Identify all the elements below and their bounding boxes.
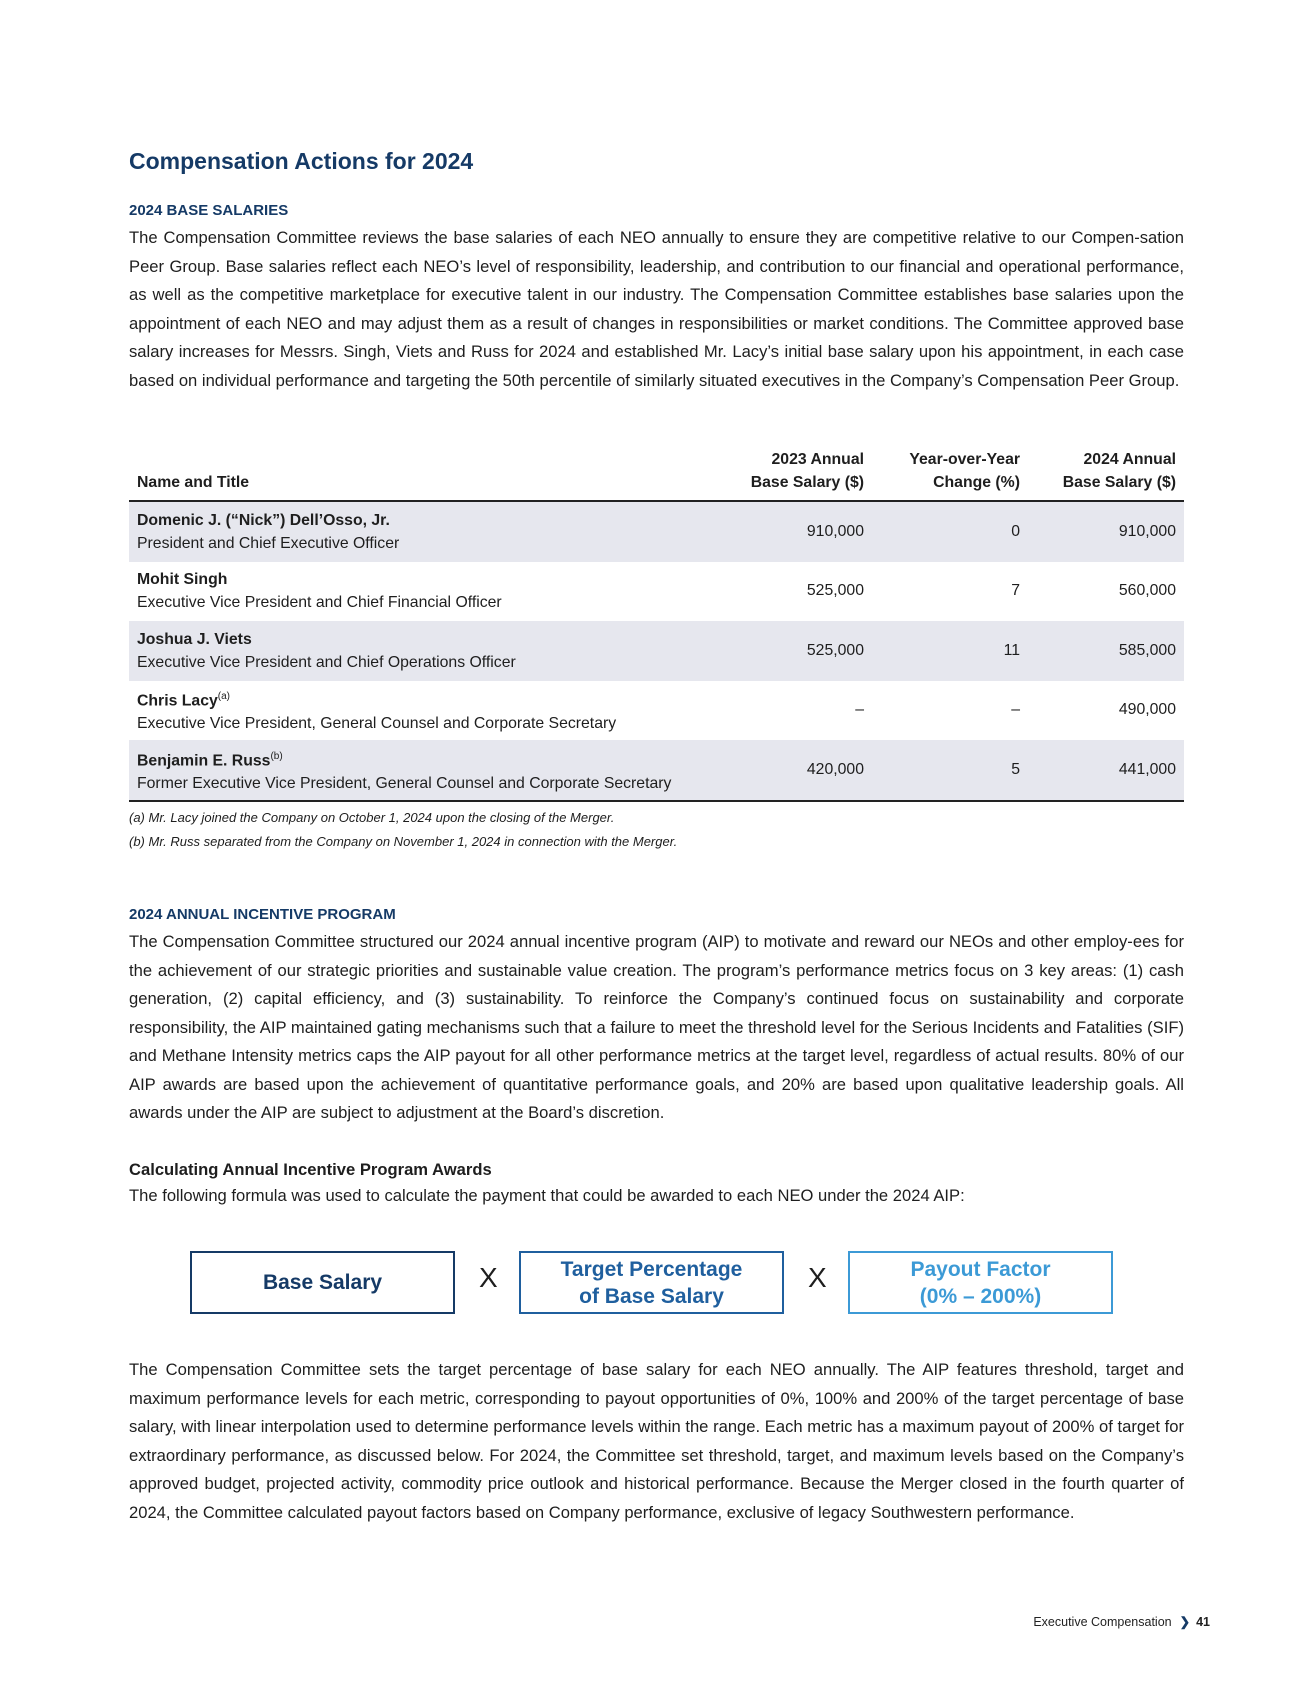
aip-paragraph: The Compensation Committee structured our 2024 annual incentive program (AIP) to motivate and reward our NEOs and other employ-ees for the achievement of our strategic priorities and sustainable value creation. The program’s performance metrics focus on 3 key areas: (1) cash generation, (2) capital efficiency, and (3) sustainability. To reinforce the Company’s continued focus on sustainability and corporate responsibility, the AIP maintained gating mechanisms such that a failure to meet the threshold level for the Serious Incidents and Fatalities (SIF) and Methane Intensity metrics caps the AIP payout for all other performance metrics at the target level, regardless of actual results. 80% of our AIP awards are based upon the achievement of quantitative performance goals, and 20% are based upon qualitative leadership goals. All awards under the AIP are subject to adjustment at the Board’s discretion. [129, 932, 1184, 1122]
page-title: Compensation Actions for 2024 [129, 148, 474, 174]
footnote-b: (b) Mr. Russ separated from the Company on November 1, 2024 in connection with the Merger. [129, 833, 678, 849]
change-cell: – [1011, 701, 1020, 719]
change-cell: 0 [872, 501, 1028, 562]
salary-2024-cell: 585,000 [1028, 621, 1184, 681]
person-title: Executive Vice President, General Counsel and Corporate Secretary [137, 715, 617, 733]
change-cell: 11 [872, 621, 1028, 681]
footnote-ref: (b) [270, 750, 283, 762]
person-name: Mohit Singh [137, 571, 228, 589]
aip-heading: 2024 ANNUAL INCENTIVE PROGRAM [129, 906, 396, 923]
change-cell: 7 [1011, 582, 1020, 600]
chevron-right-icon: ❯ [1179, 1615, 1191, 1629]
formula-target-percentage-box: Target Percentage of Base Salary [519, 1251, 784, 1314]
table-header-row [129, 448, 1184, 501]
person-title: Former Executive Vice President, General Counsel and Corporate Secretary [137, 774, 672, 792]
person-title: Executive Vice President and Chief Financial Officer [137, 594, 502, 612]
person-name: Domenic J. (“Nick”) Dell’Osso, Jr. [137, 511, 390, 529]
name-title-cell [129, 621, 706, 681]
multiply-sign: X [479, 1262, 498, 1293]
name-title-cell [129, 562, 706, 622]
person-name: Benjamin E. Russ [137, 751, 271, 769]
header-2024: 2024 Annual Base Salary ($) [1028, 448, 1184, 501]
header-name: Name and Title [129, 448, 706, 501]
salary-2024-cell: 490,000 [1118, 701, 1176, 719]
table-row [129, 501, 1184, 562]
salary-2023-cell: 910,000 [706, 501, 872, 562]
table-row [129, 562, 1184, 622]
person-name: Joshua J. Viets [137, 630, 252, 648]
formula-payout-factor-box: Payout Factor (0% – 200%) [848, 1251, 1113, 1314]
header-change: Year-over-Year Change (%) [872, 448, 1028, 501]
change-cell: 5 [872, 740, 1028, 801]
salary-2023-cell: 525,000 [806, 582, 864, 600]
page-number: 41 [1196, 1615, 1210, 1629]
salary-2024-cell: 560,000 [1118, 582, 1176, 600]
salary-2023-cell: 420,000 [706, 740, 872, 801]
calc-intro: The following formula was used to calculate the payment that could be awarded to each NEO under the 2024 AIP: [129, 1186, 965, 1205]
person-title: Executive Vice President and Chief Operations Officer [137, 653, 516, 671]
footnote-ref: (a) [217, 691, 231, 703]
footer-section: Executive Compensation [1033, 1615, 1172, 1629]
name-title-cell [129, 681, 706, 741]
name-title-cell [129, 740, 706, 801]
salary-2023-cell: 525,000 [706, 621, 872, 681]
table-row [129, 740, 1184, 801]
base-salary-table [129, 448, 1184, 802]
calc-heading: Calculating Annual Incentive Program Awards [129, 1160, 492, 1179]
salary-2024-cell: 910,000 [1028, 501, 1184, 562]
person-title: President and Chief Executive Officer [137, 534, 400, 552]
salary-2024-cell: 441,000 [1028, 740, 1184, 801]
base-salaries-heading: 2024 BASE SALARIES [129, 202, 289, 219]
footnote-a: (a) Mr. Lacy joined the Company on October 1, 2024 upon the closing of the Merger. [129, 809, 615, 825]
name-title-cell [129, 501, 706, 562]
table-row [129, 621, 1184, 681]
base-salaries-paragraph: The Compensation Committee reviews the base salaries of each NEO annually to ensure they are competitive relative to our Compen-sation Peer Group. Base salaries reflect each NEO’s level of responsibility, leadership, and contribution to our financial and operational performance, as well as the competitive marketplace for executive talent in our industry. The Compensation Committee establishes base salaries upon the appointment of each NEO and may adjust them as a result of changes in responsibilities or market conditions. The Committee approved base salary increases for Messrs. Singh, Viets and Russ for 2024 and established Mr. Lacy’s initial base salary upon his appointment, in each case based on individual performance and targeting the 50th percentile of similarly situated executives in the Company’s Compensation Peer Group. [129, 228, 1184, 390]
salary-2023-cell: – [855, 701, 864, 719]
header-2023: 2023 Annual Base Salary ($) [706, 448, 872, 501]
multiply-sign: X [808, 1262, 827, 1293]
page-footer [1033, 1614, 1210, 1629]
aip-paragraph-2: The Compensation Committee sets the target percentage of base salary for each NEO annually. The AIP features threshold, target and maximum performance levels for each metric, corresponding to payout opportunities of 0%, 100% and 200% of the target percentage of base salary, with linear interpolation used to determine performance levels within the range. Each metric has a maximum payout of 200% of target for extraordinary performance, as discussed below. For 2024, the Committee set threshold, target, and maximum levels based on the Company’s approved budget, projected activity, commodity price outlook and historical performance. Because the Merger closed in the fourth quarter of 2024, the Committee calculated payout factors based on Company performance, exclusive of legacy Southwestern performance. [129, 1360, 1184, 1522]
formula-base-salary-box: Base Salary [190, 1251, 455, 1314]
base-salary-table-wrap [129, 448, 1184, 854]
person-name: Chris Lacy [137, 692, 218, 710]
table-row [129, 681, 1184, 741]
